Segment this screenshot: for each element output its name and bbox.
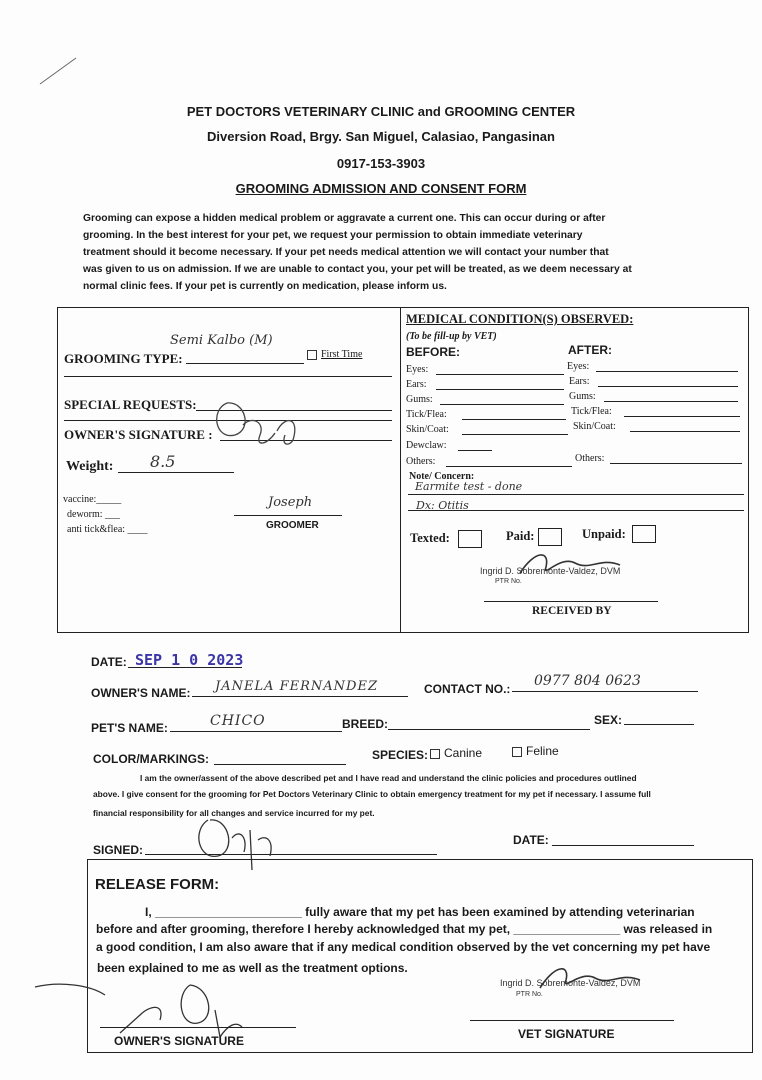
owner-name-value[interactable]: JANELA FERNANDEZ — [215, 679, 378, 694]
intro-line: treatment should it become necessary. If your pet needs medical attention we will contact your number that — [83, 247, 609, 258]
after-tick-flea: Tick/Flea: — [571, 406, 612, 417]
release-line: before and after grooming, therefore I hereby acknowledged that my pet, ________________ was released in — [96, 922, 713, 936]
intro-line: normal clinic fees. If your pet is currently on medication, please inform us. — [83, 281, 447, 292]
first-time-checkbox[interactable] — [307, 350, 317, 360]
before-gums: Gums: — [406, 394, 433, 405]
grooming-type-label: GROOMING TYPE: — [64, 351, 183, 366]
contact-label: CONTACT NO.: — [424, 682, 511, 696]
pet-name-value[interactable]: CHICO — [210, 713, 266, 729]
first-time-option[interactable]: First Time — [307, 349, 362, 360]
clinic-name: PET DOCTORS VETERINARY CLINIC and GROOMING CENTER — [186, 104, 576, 119]
received-by-label: RECEIVED BY — [532, 605, 612, 617]
stray-pen-mark — [38, 56, 78, 86]
before-ears: Ears: — [406, 379, 427, 390]
grooming-type-value[interactable]: Semi Kalbo (M) — [170, 333, 273, 348]
clinic-phone: 0917-153-3903 — [336, 156, 426, 171]
color-markings-label: COLOR/MARKINGS: — [93, 752, 209, 766]
texted-option[interactable]: Texted: — [410, 531, 450, 545]
species-canine[interactable]: Canine — [430, 746, 482, 760]
release-signature-scribble — [30, 975, 260, 1040]
clinic-address: Diversion Road, Brgy. San Miguel, Calasiao, Pangasinan — [207, 129, 555, 144]
after-gums: Gums: — [569, 391, 596, 402]
groomer-name[interactable]: Joseph — [268, 495, 313, 510]
medical-title: MEDICAL CONDITION(S) OBSERVED: — [406, 312, 634, 326]
medical-subtitle: (To be fill-up by VET) — [406, 331, 497, 342]
after-ears: Ears: — [569, 376, 590, 387]
signed-label: SIGNED: — [93, 843, 144, 857]
species-feline[interactable]: Feline — [512, 744, 559, 758]
before-others: Others: — [406, 456, 436, 467]
intro-paragraph — [83, 210, 693, 295]
after-skin-coat: Skin/Coat: — [573, 421, 616, 432]
signed-field[interactable] — [145, 854, 437, 855]
release-owner-signature-label: OWNER'S SIGNATURE — [114, 1034, 244, 1048]
vet-stamp-ptr: PTR No. — [495, 578, 522, 585]
vet-stamp-name: Ingrid D. Sobremonte-Valdez, DVM — [480, 566, 621, 576]
consent-line: financial responsibility for all changes and service incurred for my pet. — [93, 808, 375, 818]
breed-label: BREED: — [342, 717, 389, 731]
note-line-1[interactable]: Earmite test - done — [415, 480, 523, 493]
form-title: GROOMING ADMISSION AND CONSENT FORM — [235, 181, 527, 196]
contact-value[interactable]: 0977 804 0623 — [534, 673, 641, 689]
sex-field[interactable] — [624, 724, 694, 725]
anti-tick-field[interactable]: anti tick&flea: ____ — [67, 524, 148, 535]
release-title: RELEASE FORM: — [95, 876, 220, 893]
column-divider — [400, 307, 401, 632]
vet-signature-label: VET SIGNATURE — [518, 1027, 615, 1041]
weight-value[interactable]: 8.5 — [150, 452, 176, 471]
before-eyes: Eyes: — [406, 364, 429, 375]
unpaid-checkbox[interactable] — [632, 525, 656, 543]
deworm-field[interactable]: deworm: ___ — [67, 509, 121, 520]
before-tick-flea: Tick/Flea: — [406, 409, 447, 420]
intro-line: was given to us on admission. If we are unable to contact you, your pet will be treated, as we deem necessary at — [83, 264, 632, 275]
before-heading: BEFORE: — [406, 345, 460, 359]
pet-name-label: PET'S NAME: — [91, 721, 168, 735]
feline-checkbox[interactable] — [512, 747, 522, 757]
release-line: a good condition, I am also aware that if any medical condition observed by the vet concerning my pet have — [96, 940, 711, 954]
canine-checkbox[interactable] — [430, 749, 440, 759]
vet-signature-line[interactable] — [470, 1020, 674, 1021]
before-skin-coat: Skin/Coat: — [406, 424, 449, 435]
owner-name-label: OWNER'S NAME: — [91, 686, 191, 700]
sex-label: SEX: — [594, 713, 623, 727]
signed-date-label: DATE: — [513, 833, 549, 847]
weight-label: Weight: — [66, 459, 114, 474]
after-others: Others: — [575, 453, 605, 464]
consent-line: I am the owner/assent of the above described pet and I have read and understand the clinic policies and procedures outlined — [140, 773, 637, 783]
date-stamp[interactable]: SEP 1 0 2023 — [135, 651, 244, 669]
note-label: Note/ Concern: — [409, 471, 475, 482]
owner-signature-line[interactable] — [100, 1027, 296, 1028]
groomer-label: GROOMER — [266, 520, 319, 531]
after-eyes: Eyes: — [567, 361, 590, 372]
date-label: DATE: — [91, 655, 127, 669]
vet-stamp-ptr-2: PTR No. — [516, 991, 543, 998]
color-markings-field[interactable] — [214, 764, 346, 765]
paid-option[interactable]: Paid: — [506, 529, 535, 543]
note-line-2[interactable]: Dx: Otitis — [416, 499, 469, 512]
owner-signature-label: OWNER'S SIGNATURE : — [64, 427, 213, 442]
consent-line: above. I give consent for the grooming for Pet Doctors Veterinary Clinic to obtain emergency treatment for my pet if necessary. I assume full — [93, 789, 651, 799]
special-requests-label: SPECIAL REQUESTS: — [64, 397, 197, 412]
release-line: been explained to me as well as the treatment options. — [97, 961, 408, 975]
vet-stamp-name-2: Ingrid D. Sobremonte-Valdez, DVM — [500, 978, 641, 988]
unpaid-option[interactable]: Unpaid: — [582, 527, 626, 541]
vaccine-field[interactable]: vaccine:_____ — [63, 494, 122, 505]
signed-date-field[interactable] — [552, 845, 694, 846]
breed-field[interactable] — [388, 729, 590, 730]
owner-signature-scribble — [205, 395, 315, 455]
after-heading: AFTER: — [568, 343, 612, 357]
paid-checkbox[interactable] — [538, 528, 562, 546]
intro-line: grooming. In the best interest for your pet, we request your permission to obtain immediate veterinary — [83, 230, 583, 241]
before-dewclaw: Dewclaw: — [406, 440, 447, 451]
texted-checkbox[interactable] — [458, 530, 482, 548]
release-line: I, ______________________ fully aware that my pet has been examined by attending veterinarian — [145, 905, 695, 919]
species-label: SPECIES: — [372, 748, 429, 762]
intro-line: Grooming can expose a hidden medical problem or aggravate a current one. This can occur during or after — [83, 213, 606, 224]
